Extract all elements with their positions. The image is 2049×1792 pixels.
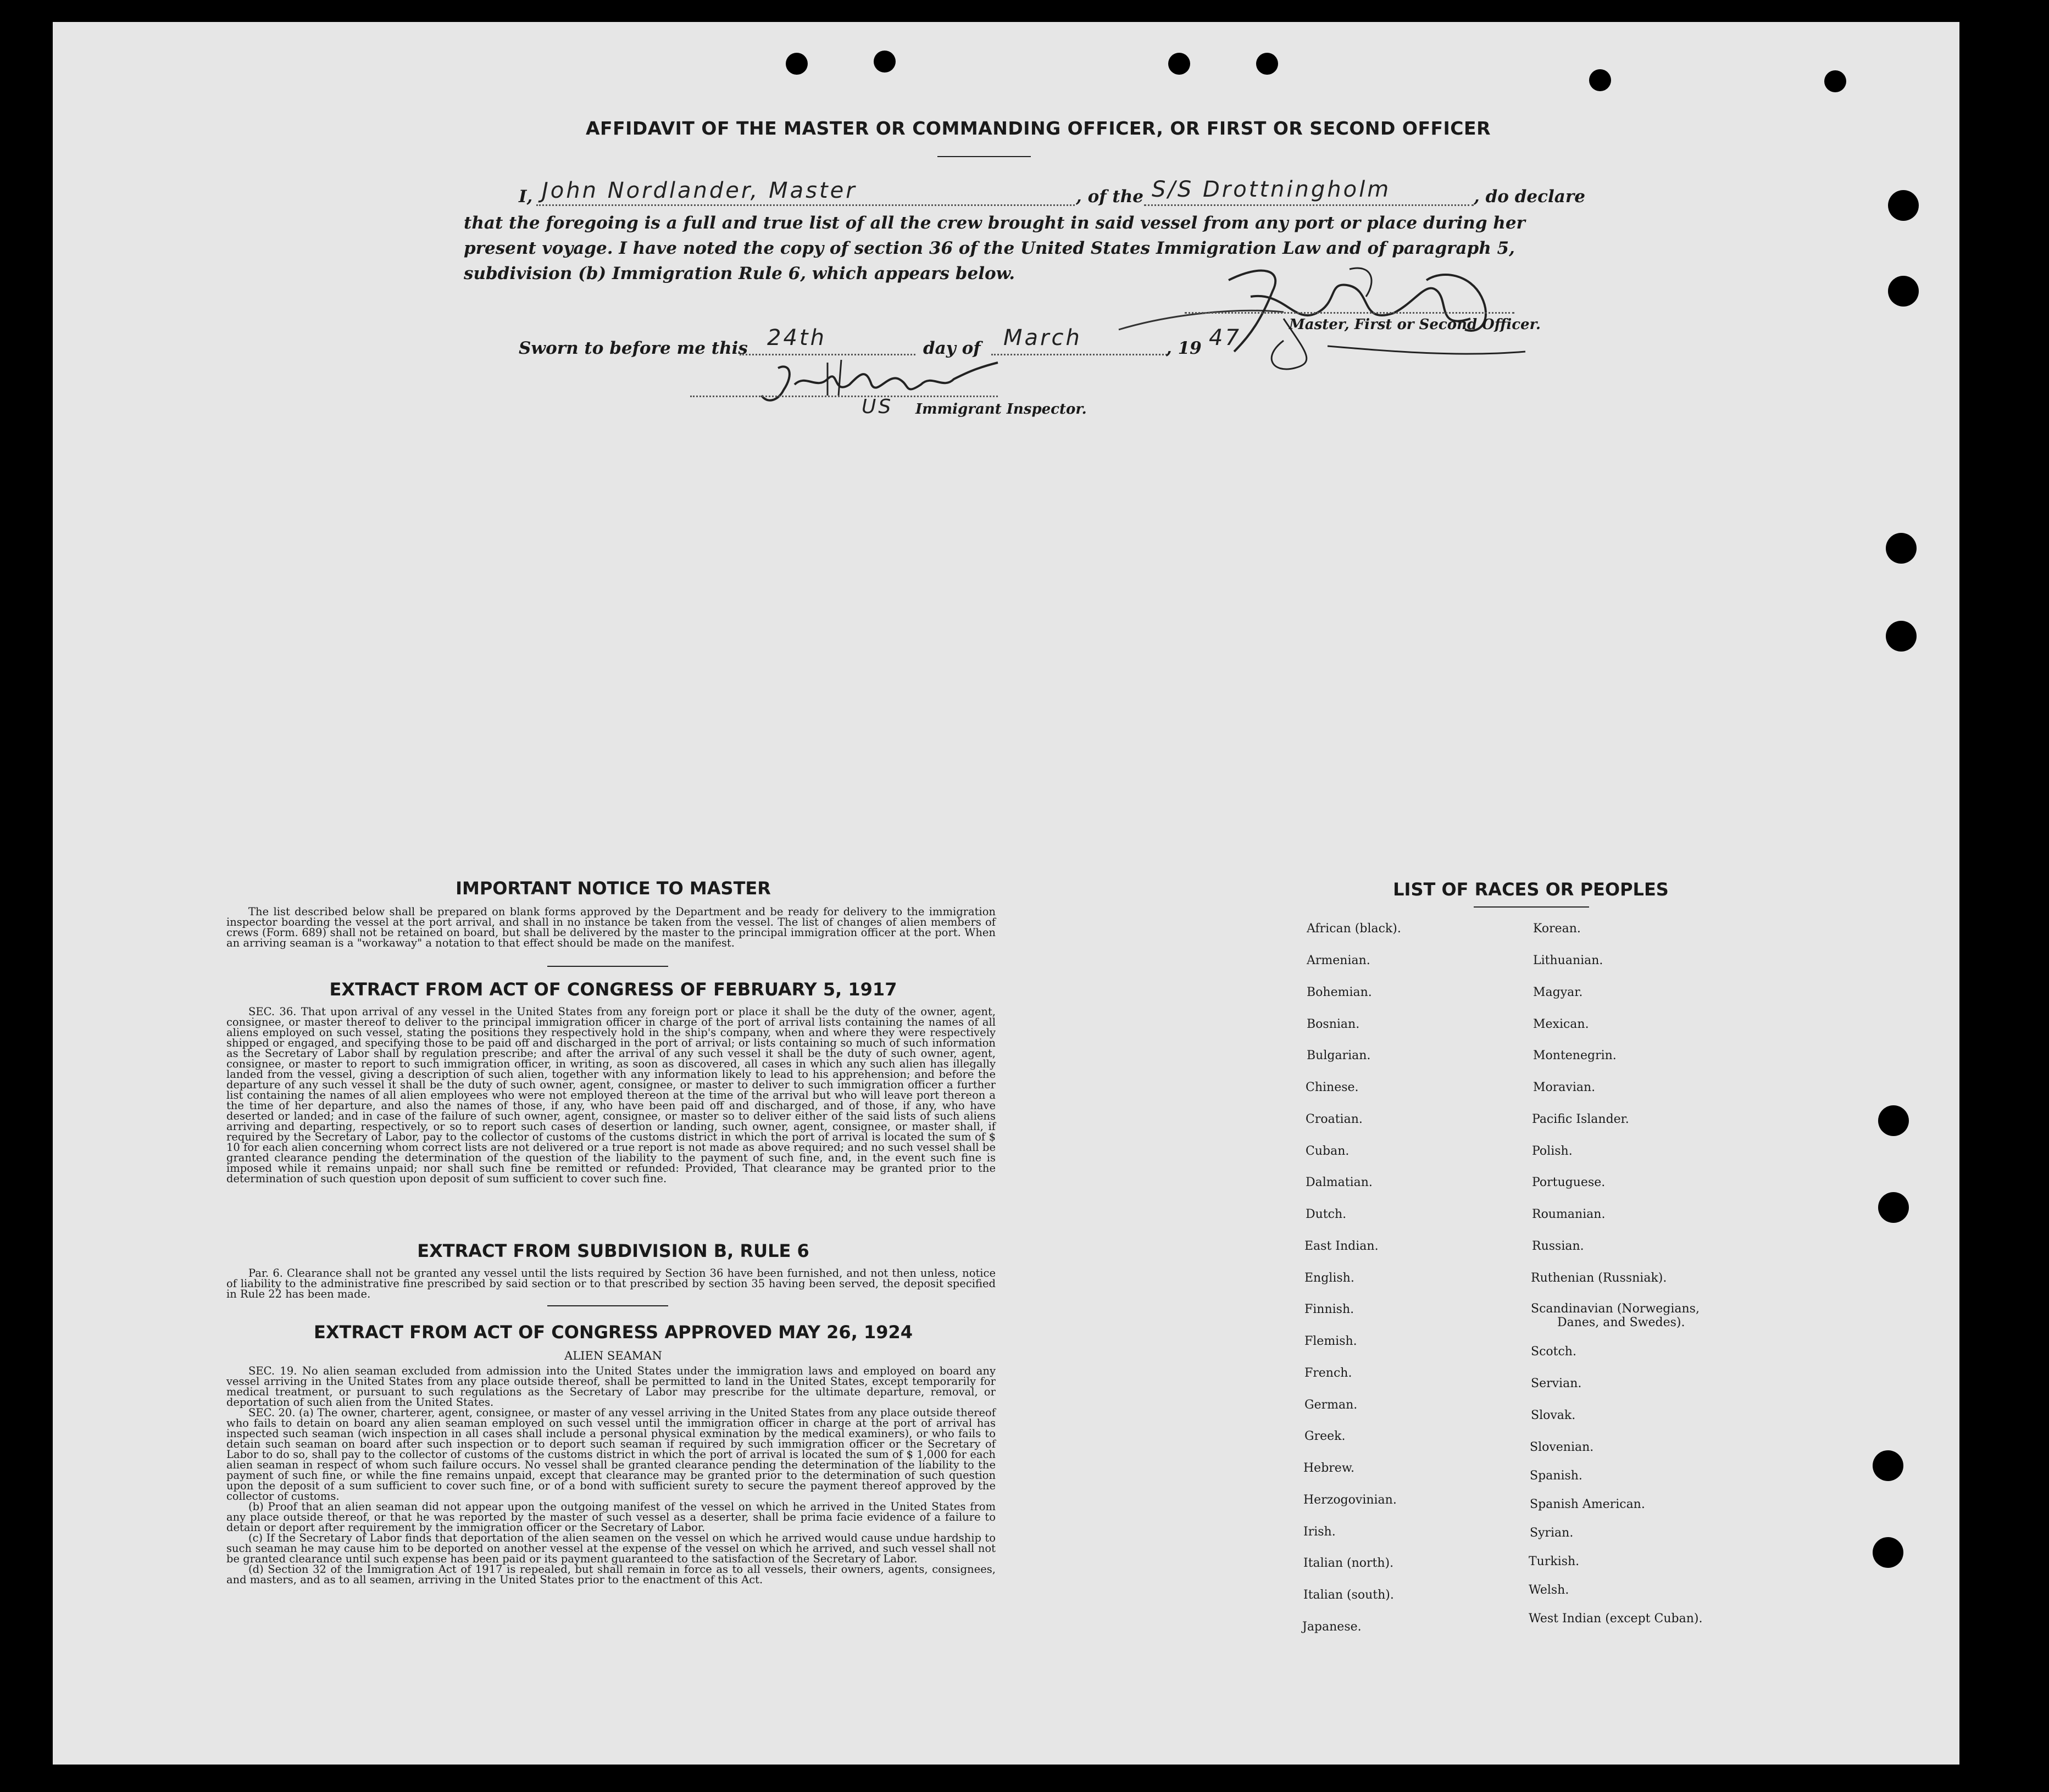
race-item: Bohemian. <box>1307 986 1372 999</box>
punch-hole <box>1824 70 1846 92</box>
alien-seaman-subtitle: ALIEN SEAMAN <box>564 1349 662 1362</box>
race-item: Lithuanian. <box>1533 954 1603 967</box>
extract-1924-title: EXTRACT FROM ACT OF CONGRESS APPROVED MAY 26, 1924 <box>313 1322 913 1343</box>
punch-hole <box>874 51 896 73</box>
race-item: Ruthenian (Russniak). <box>1531 1271 1667 1285</box>
race-item: African (black). <box>1307 922 1401 936</box>
race-item: Hebrew. <box>1303 1461 1355 1475</box>
race-item: Chinese. <box>1306 1081 1359 1094</box>
race-item: English. <box>1304 1271 1354 1285</box>
punch-hole <box>1886 533 1917 564</box>
sworn-month: March <box>1003 325 1082 350</box>
race-item: Servian. <box>1531 1377 1582 1390</box>
rule-6-title: EXTRACT FROM SUBDIVISION B, RULE 6 <box>417 1240 809 1261</box>
inspector-caption: Immigrant Inspector. <box>915 401 1087 418</box>
race-item: Korean. <box>1533 922 1581 936</box>
par-6-paragraph: Par. 6. Clearance shall not be granted any vessel until the lists required by Section 36 have been furnished, and not then unless, notice of liability to the administrative fine prescribed by said section or to that prescribed by section 35 having been served, the deposit specified in Rule 22 has been made. <box>226 1267 996 1300</box>
affidavit-line-4: subdivision (b) Immigration Rule 6, which appears below. <box>464 264 1015 283</box>
declarant-label: I, <box>519 187 533 207</box>
of-the-label: , of the <box>1076 187 1143 207</box>
officer-caption: Master, First or Second Officer. <box>1289 316 1541 333</box>
race-item: Danes, and Swedes). <box>1557 1316 1685 1329</box>
punch-hole <box>1168 53 1190 75</box>
race-item: Scandinavian (Norwegians, <box>1531 1302 1700 1316</box>
extract-1924-body <box>226 1366 996 1585</box>
race-item: Slovak. <box>1531 1409 1576 1422</box>
race-item: Italian (south). <box>1303 1588 1394 1602</box>
title-rule <box>937 156 1031 157</box>
race-item: Irish. <box>1303 1525 1336 1539</box>
notice-rule <box>547 966 668 967</box>
vessel-name-line <box>1144 204 1474 206</box>
sec-20a-paragraph: SEC. 20. (a) The owner, charterer, agent, consignee, or master of any vessel arriving in the United States from any place outside thereof who fails to detain on board any alien seaman employed on such vessel until the immigration officer in charge at the port of arrival has inspected such seaman (wich inspection in all cases shall include a personal physical exmination by the medical examiners), or who fails to detain such seaman on board after such inspection or to deport such seaman if required by such immigration officer or the Secretary of Labor to do so, shall pay to the collector of customs of the customs district in which the port of arrival is located the sum of $ 1,000 for each alien seaman in respect of whom such failure occurs. No vessel shall be granted clearance pending the determination of the liability to the payment of such fine, or while the fine remains unpaid, except that clearance may be granted prior to the determination of such question upon the deposit of a sum sufficient to cover such fine, or of a bond with sufficient surety to secure the payment thereof approved by the collector of customs. <box>226 1406 996 1502</box>
race-item: East Indian. <box>1304 1239 1379 1253</box>
race-item: West Indian (except Cuban). <box>1529 1612 1703 1626</box>
extract-1917-body <box>226 1006 996 1184</box>
year-prefix: , 19 <box>1166 338 1202 358</box>
race-item: Pacific Islander. <box>1532 1112 1629 1126</box>
race-item: Moravian. <box>1533 1081 1596 1094</box>
race-item: Dalmatian. <box>1306 1176 1373 1189</box>
affidavit-line-3: present voyage. I have noted the copy of section 36 of the United States Immigration Law and of paragraph 5, <box>464 238 1515 258</box>
race-item: Flemish. <box>1304 1334 1357 1348</box>
race-item: Cuban. <box>1306 1144 1350 1158</box>
extract-1917-title: EXTRACT FROM ACT OF CONGRESS OF FEBRUARY 5, 1917 <box>329 979 897 1000</box>
race-item: Polish. <box>1532 1144 1573 1158</box>
affidavit-line-2: that the foregoing is a full and true list of all the crew brought in said vessel from any port or place during her <box>464 213 1525 233</box>
race-item: Portuguese. <box>1532 1176 1606 1189</box>
race-item: Italian (north). <box>1303 1556 1394 1570</box>
race-item: Slovenian. <box>1530 1440 1594 1454</box>
race-item: Syrian. <box>1530 1526 1574 1540</box>
race-item: Japanese. <box>1302 1620 1362 1634</box>
rule-6-body <box>226 1268 996 1299</box>
race-item: German. <box>1304 1398 1358 1412</box>
race-item: Bosnian. <box>1307 1017 1360 1031</box>
inspector-signature-line <box>690 396 998 397</box>
race-item: Herzogovinian. <box>1303 1493 1397 1507</box>
document-page <box>53 22 1959 1765</box>
sec-19-paragraph: SEC. 19. No alien seaman excluded from admission into the United States under the immigration laws and employed on board any vessel arriving in the United States from any place outside thereof, shall be permitted to land in the United States, except temporarily for medical treatment, or pursuant to such regulations as the Secretary of Labor may prescribe for the ultimate departure, removal, or deportation of such alien from the United States. <box>226 1365 996 1409</box>
punch-hole <box>1873 1537 1903 1568</box>
race-item: Croatian. <box>1306 1112 1363 1126</box>
notice-paragraph: The list described below shall be prepared on blank forms approved by the Department and be ready for delivery to the immigration inspector boarding the vessel at the port arrival, and shall in no instance be taken from the vessel. The list of changes of alien members of crews (Form. 689) shall not be retained on board, but shall be delivered by the master to the principal immigration officer at the port. When an arriving seaman is a "workaway" a notation to that effect should be made on the manifest. <box>226 905 996 949</box>
notice-body <box>226 906 996 948</box>
race-item: Mexican. <box>1533 1017 1589 1031</box>
race-item: Finnish. <box>1304 1303 1354 1316</box>
race-item: Montenegrin. <box>1533 1049 1617 1062</box>
punch-hole <box>1878 1192 1909 1223</box>
race-item: Turkish. <box>1529 1555 1580 1568</box>
race-item: Armenian. <box>1307 954 1370 967</box>
race-item: French. <box>1304 1366 1352 1380</box>
affidavit-title: AFFIDAVIT OF THE MASTER OR COMMANDING OFFICER, OR FIRST OR SECOND OFFICER <box>586 118 1491 139</box>
punch-hole <box>1873 1450 1903 1481</box>
sworn-year: 47 <box>1209 325 1241 350</box>
punch-hole <box>1888 190 1919 221</box>
race-item: Greek. <box>1304 1429 1346 1443</box>
race-item: Welsh. <box>1529 1583 1569 1597</box>
race-item: Dutch. <box>1306 1207 1347 1221</box>
master-name-line <box>536 204 1075 206</box>
punch-hole <box>1886 621 1917 652</box>
sec-20b-paragraph: (b) Proof that an alien seaman did not appear upon the outgoing manifest of the vessel on which he arrived in the United States from any place outside thereof, or that he was reported by the master of such vessel as a deserter, shall be prima facie evidence of a failure to detain or deport after requirement by the immigration officer or the Secretary of Labor. <box>226 1500 996 1534</box>
race-item: Russian. <box>1532 1239 1584 1253</box>
race-item: Bulgarian. <box>1307 1049 1371 1062</box>
officer-signature-line <box>1185 312 1514 314</box>
rule-6-rule <box>547 1305 668 1306</box>
do-declare-label: , do declare <box>1474 187 1585 207</box>
master-name: John Nordlander, Master <box>542 178 857 203</box>
notice-title: IMPORTANT NOTICE TO MASTER <box>456 878 771 899</box>
punch-hole <box>1888 276 1919 307</box>
sec-20d-paragraph: (d) Section 32 of the Immigration Act of 1917 is repealed, but shall remain in force as to all vessels, their owners, agents, consignees, and masters, and as to all seamen, arriving in the United States prior to the enactment of this Act. <box>226 1563 996 1586</box>
race-item: Scotch. <box>1531 1345 1576 1359</box>
vessel-name: S/S Drottningholm <box>1152 177 1391 202</box>
race-item: Roumanian. <box>1532 1207 1606 1221</box>
day-of-label: day of <box>923 338 981 358</box>
sworn-label: Sworn to before me this <box>519 338 748 358</box>
race-item: Spanish. <box>1530 1469 1582 1483</box>
inspector-prefix: US <box>862 396 893 418</box>
sworn-day: 24th <box>767 325 826 350</box>
races-title: LIST OF RACES OR PEOPLES <box>1393 879 1669 900</box>
punch-hole <box>1256 53 1278 75</box>
punch-hole <box>1589 69 1611 91</box>
punch-hole <box>786 53 808 75</box>
punch-hole <box>1878 1105 1909 1136</box>
sec-36-paragraph: SEC. 36. That upon arrival of any vessel in the United States from any foreign port or place it shall be the duty of the owner, agent, consignee, or master thereof to deliver to the principal immigration officer in charge of the port of arrival lists containing the names of all aliens employed on such vessel, stating the positions they respectively hold in the ship's company, when and where they were respectively shipped or engaged, and specifying those to be paid off and discharged in the port of arrival; or lists containing so much of such information as the Secretary of Labor shall by regulation prescribe; and after the arrival of any such vessel it shall be the duty of such owner, agent, consignee, or master to report to such immigration officer, in writing, as soon as discovered, all cases in which any such alien has illegally landed from the vessel, giving a description of such alien, together with any information likely to lead to his apprehension; and before the departure of any such vessel it shall be the duty of such owner, agent, consignee, or master to deliver to such immigration officer a further list containing the names of all alien employees who were not employed thereon at the time of the arrival but who will leave port thereon a the time of her departure, and also the names of those, if any, who have been paid off and discharged, and of those, if any, who have deserted or landed; and in case of the failure of such owner, agent, consignee, or master so to deliver either of the said lists of such aliens arriving and departing, respectively, or so to report such cases of desertion or landing, such owner, agent, consignee, or master shall, if required by the Secretary of Labor, pay to the collector of customs of the customs district in which the port of arrival is located the sum of $ 10 for each alien concerning whom correct lists are not delivered or a true report is not made as above required; and no such vessel shall be granted clearance pending the determination of the question of the liability to the payment of such fine, and, in the event such fine is imposed while it remains unpaid; nor shall such fine be remitted or refunded: Provided, That clearance may be granted prior to the determination of such question upon deposit of sum sufficient to cover such fine. <box>226 1005 996 1185</box>
race-item: Spanish American. <box>1530 1498 1645 1511</box>
sec-20c-paragraph: (c) If the Secretary of Labor finds that deportation of the alien seamen on the vessel on which he arrived would cause undue hardship to such seaman he may cause him to be deported on another vessel at the expense of the vessel on which he arrived, and such vessel shall not be granted clearance until such expense has been paid or its payment guaranteed to the satisfaction of the Secretary of Labor. <box>226 1532 996 1565</box>
races-rule <box>1474 906 1589 908</box>
race-item: Magyar. <box>1533 986 1583 999</box>
